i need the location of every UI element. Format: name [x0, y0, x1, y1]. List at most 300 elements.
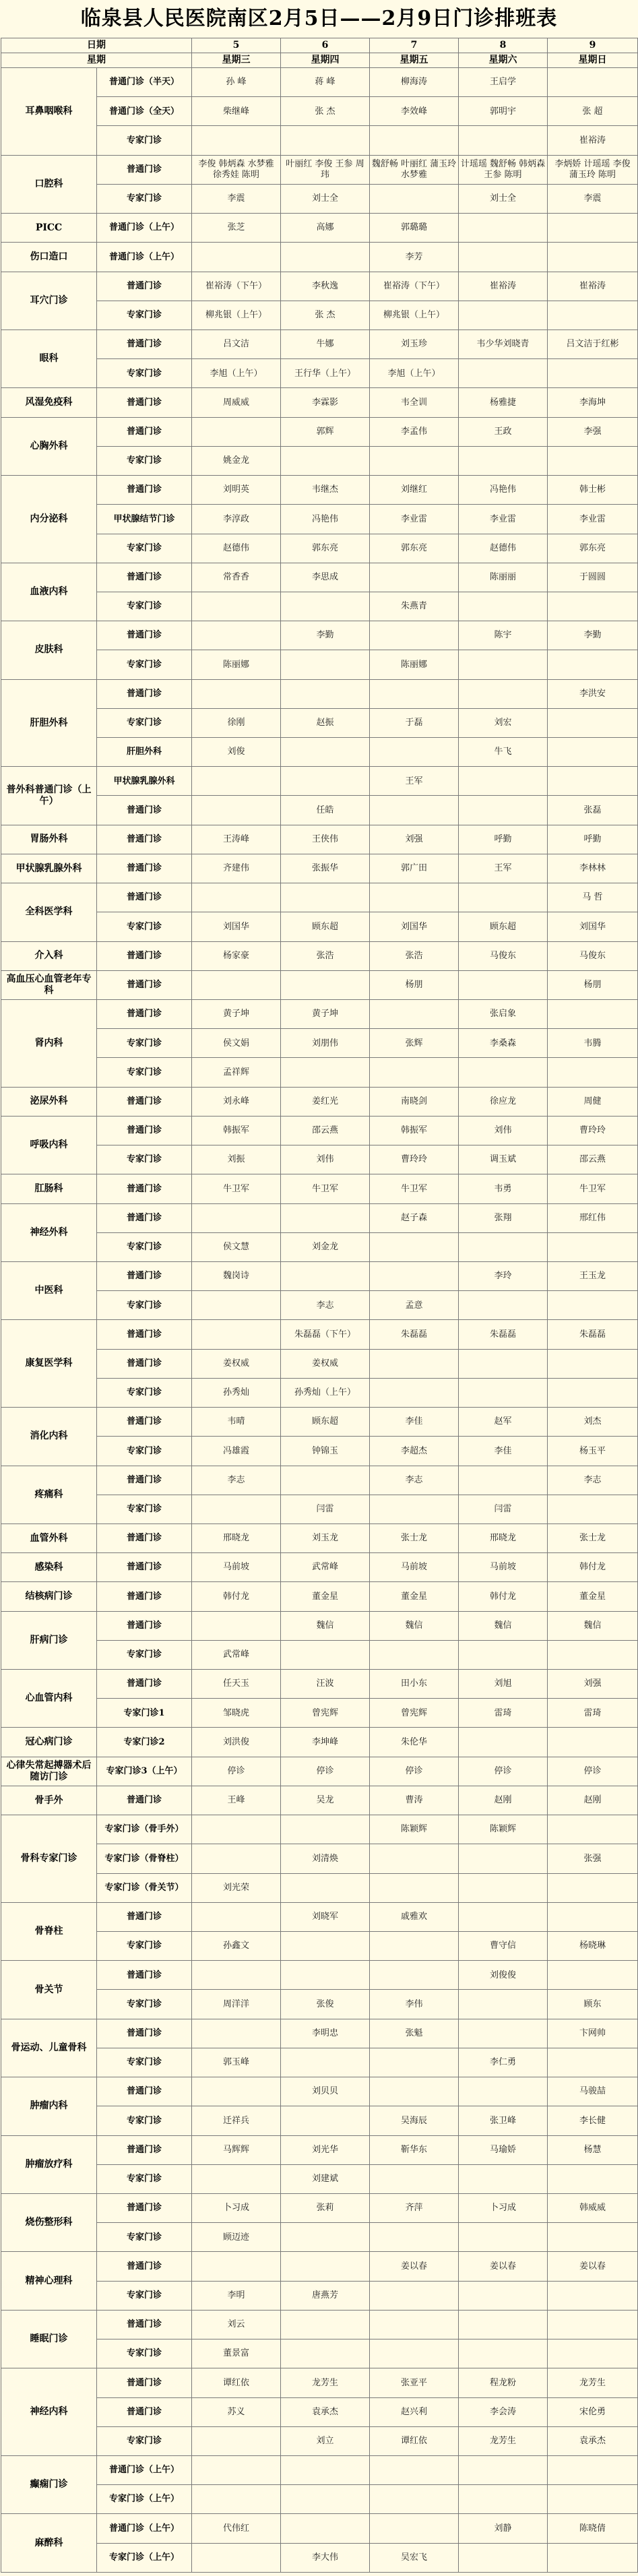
doctor-cell: 曹守信 [459, 1932, 548, 1961]
doctor-cell: 杨朋 [548, 970, 638, 999]
doctor-cell [459, 970, 548, 999]
doctor-cell: 王侠伟 [281, 825, 370, 854]
doctor-cell: 侯文慧 [192, 1232, 281, 1261]
doctor-cell: 李超杰 [370, 1437, 459, 1466]
schedule-row [1, 1261, 638, 1290]
doctor-cell: 吕文洁 [192, 329, 281, 358]
schedule-row [1, 912, 638, 941]
doctor-cell: 朱磊磊 [370, 1320, 459, 1349]
doctor-cell: 谭红依 [192, 2368, 281, 2397]
doctor-cell [370, 1932, 459, 1961]
doctor-cell [548, 1291, 638, 1320]
doctor-cell: 雷琦 [548, 1699, 638, 1728]
doctor-cell [459, 1844, 548, 1873]
doctor-cell [459, 2455, 548, 2484]
clinic-type: 普通门诊（上午） [97, 214, 192, 243]
schedule-row [1, 1699, 638, 1728]
doctor-cell: 杨家豪 [192, 941, 281, 970]
schedule-row [1, 1495, 638, 1523]
doctor-cell: 顾东超 [459, 912, 548, 941]
doctor-cell: 任皓 [281, 796, 370, 825]
doctor-cell [192, 621, 281, 650]
doctor-cell: 董金星 [370, 1582, 459, 1611]
doctor-cell [548, 1495, 638, 1523]
doctor-cell: 张强 [548, 1844, 638, 1873]
doctor-cell: 朱燕青 [370, 592, 459, 621]
doctor-cell: 牛飞 [459, 738, 548, 767]
doctor-cell: 赵兴利 [370, 2397, 459, 2426]
clinic-type: 专家门诊 [97, 1029, 192, 1058]
doctor-cell [459, 2281, 548, 2310]
doctor-cell [370, 1495, 459, 1523]
schedule-row [1, 2077, 638, 2106]
doctor-cell: 刘金龙 [281, 1232, 370, 1261]
doctor-cell: 叶丽红 李俊 王参 周 玮 [281, 155, 370, 184]
doctor-cell: 王行华（上午） [281, 359, 370, 388]
schedule-row [1, 446, 638, 475]
doctor-cell: 牛卫军 [548, 1174, 638, 1203]
clinic-type: 专家门诊 [97, 446, 192, 475]
doctor-cell [459, 446, 548, 475]
doctor-cell: 张启象 [459, 1000, 548, 1029]
schedule-row [1, 1087, 638, 1116]
doctor-cell [548, 1058, 638, 1087]
schedule-row [1, 2426, 638, 2455]
schedule-row [1, 708, 638, 737]
schedule-row [1, 1553, 638, 1582]
doctor-cell [192, 2164, 281, 2193]
schedule-row [1, 388, 638, 417]
doctor-cell: 马俊东 [459, 941, 548, 970]
clinic-type: 专家门诊 [97, 650, 192, 679]
clinic-type: 普通门诊 [97, 563, 192, 592]
schedule-row [1, 505, 638, 534]
doctor-cell [192, 126, 281, 155]
doctor-cell: 张浩 [281, 941, 370, 970]
clinic-type: 普通门诊 [97, 2397, 192, 2426]
clinic-type: 普通门诊 [97, 1523, 192, 1552]
doctor-cell: 龙芳生 [281, 2368, 370, 2397]
department-name: 心律失常起搏器术后随访门诊 [1, 1757, 97, 1786]
doctor-cell [192, 1291, 281, 1320]
doctor-cell: 王玉龙 [548, 1261, 638, 1290]
schedule-row [1, 1815, 638, 1844]
doctor-cell: 刘宏 [459, 708, 548, 737]
doctor-cell [459, 1466, 548, 1495]
department-name: 心胸外科 [1, 417, 97, 475]
doctor-cell [370, 2455, 459, 2484]
doctor-cell: 于圆圆 [548, 563, 638, 592]
department-name: 疼痛科 [1, 1466, 97, 1523]
doctor-cell: 刘贝贝 [281, 2077, 370, 2106]
doctor-cell: 曹涛 [370, 1786, 459, 1815]
clinic-type: 普通门诊 [97, 1203, 192, 1232]
doctor-cell [459, 1232, 548, 1261]
doctor-cell: 陈丽丽 [459, 563, 548, 592]
doctor-cell [548, 650, 638, 679]
clinic-type: 专家门诊 [97, 2106, 192, 2135]
doctor-cell [281, 2339, 370, 2368]
doctor-cell [548, 1873, 638, 1902]
department-name: 皮肤科 [1, 621, 97, 679]
department-name: 肿瘤内科 [1, 2077, 97, 2135]
schedule-row [1, 1029, 638, 1058]
doctor-cell: 李洪安 [548, 679, 638, 708]
doctor-cell: 刘朋伟 [281, 1029, 370, 1058]
doctor-cell: 陈宇 [459, 621, 548, 650]
doctor-cell: 李旭（上午） [370, 359, 459, 388]
schedule-row [1, 1990, 638, 2019]
clinic-type: 普通门诊（上午） [97, 2455, 192, 2484]
clinic-type: 普通门诊 [97, 329, 192, 358]
doctor-cell: 崔裕涛（下午） [370, 272, 459, 301]
doctor-cell: 刘强 [370, 825, 459, 854]
clinic-type: 普通门诊 [97, 941, 192, 970]
doctor-cell: 李勤 [281, 621, 370, 650]
weekday-cell: 星期五 [370, 53, 459, 68]
clinic-type: 普通门诊 [97, 1174, 192, 1203]
schedule-row [1, 650, 638, 679]
doctor-cell [370, 738, 459, 767]
doctor-cell: 刘国华 [548, 912, 638, 941]
doctor-cell [548, 738, 638, 767]
doctor-cell [281, 446, 370, 475]
doctor-cell: 姚金龙 [192, 446, 281, 475]
clinic-type: 普通门诊 [97, 1320, 192, 1349]
schedule-row [1, 1116, 638, 1145]
doctor-cell: 停诊 [370, 1757, 459, 1786]
doctor-cell: 柴继峰 [192, 97, 281, 126]
doctor-cell: 柳海涛 [370, 68, 459, 97]
department-name: 泌尿外科 [1, 1087, 97, 1116]
clinic-type: 普通门诊 [97, 679, 192, 708]
doctor-cell: 刘振 [192, 1145, 281, 1174]
doctor-cell [548, 1000, 638, 1029]
doctor-cell [459, 2310, 548, 2339]
doctor-cell [370, 1349, 459, 1378]
doctor-cell: 陈丽娜 [192, 650, 281, 679]
doctor-cell: 柳兆银（上午） [192, 301, 281, 329]
doctor-cell [459, 2543, 548, 2572]
doctor-cell: 张士龙 [370, 1523, 459, 1552]
schedule-row [1, 1670, 638, 1699]
clinic-type: 专家门诊 [97, 1291, 192, 1320]
date-cell: 5 [192, 38, 281, 53]
doctor-cell [459, 1378, 548, 1407]
doctor-cell: 张亚平 [370, 2368, 459, 2397]
doctor-cell: 姜以春 [459, 2252, 548, 2281]
doctor-cell: 韩威威 [548, 2193, 638, 2222]
doctor-cell: 周威威 [192, 388, 281, 417]
department-name: 肛肠科 [1, 1174, 97, 1203]
doctor-cell [459, 1291, 548, 1320]
clinic-type: 普通门诊 [97, 970, 192, 999]
clinic-type: 普通门诊 [97, 1582, 192, 1611]
schedule-row [1, 155, 638, 184]
doctor-cell: 张卫峰 [459, 2106, 548, 2135]
doctor-cell: 谭红依 [370, 2426, 459, 2455]
doctor-cell: 赵军 [459, 1408, 548, 1437]
doctor-cell: 赵刚 [548, 1786, 638, 1815]
doctor-cell [459, 2339, 548, 2368]
doctor-cell: 邹晓虎 [192, 1699, 281, 1728]
doctor-cell: 卞网帅 [548, 2019, 638, 2048]
doctor-cell [370, 1261, 459, 1290]
doctor-cell [192, 1961, 281, 1990]
doctor-cell: 马前坡 [370, 1553, 459, 1582]
doctor-cell: 杨朋 [370, 970, 459, 999]
doctor-cell [281, 650, 370, 679]
department-name: 血管外科 [1, 1523, 97, 1552]
weekday-cell: 星期三 [192, 53, 281, 68]
doctor-cell: 李淳政 [192, 505, 281, 534]
department-name: 全科医学科 [1, 883, 97, 941]
clinic-type: 专家门诊 [97, 708, 192, 737]
schedule-row [1, 2485, 638, 2514]
doctor-cell: 魏信 [459, 1611, 548, 1640]
department-name: 结核病门诊 [1, 1582, 97, 1611]
doctor-cell: 迁祥兵 [192, 2106, 281, 2135]
doctor-cell [370, 2077, 459, 2106]
schedule-body [1, 38, 638, 2573]
doctor-cell: 刘国华 [370, 912, 459, 941]
doctor-cell: 张俊 [281, 1990, 370, 2019]
doctor-cell: 韩振军 [370, 1116, 459, 1145]
department-name: 烧伤整形科 [1, 2193, 97, 2251]
doctor-cell: 韦继杰 [281, 476, 370, 505]
doctor-cell [548, 1640, 638, 1669]
doctor-cell: 陈颖辉 [370, 1815, 459, 1844]
doctor-cell: 韦晴 [192, 1408, 281, 1437]
doctor-cell [459, 883, 548, 912]
clinic-type: 普通门诊 [97, 1261, 192, 1290]
doctor-cell: 李勤 [548, 621, 638, 650]
doctor-cell: 陈丽娜 [370, 650, 459, 679]
doctor-cell: 李伟 [370, 1990, 459, 2019]
doctor-cell: 顾迈迹 [192, 2223, 281, 2252]
doctor-cell: 顾东超 [281, 912, 370, 941]
doctor-cell: 马瑜娇 [459, 2135, 548, 2164]
schedule-table [1, 38, 638, 2573]
doctor-cell: 韦少华刘晓青 [459, 329, 548, 358]
doctor-cell [370, 2310, 459, 2339]
clinic-type: 专家门诊 [97, 1990, 192, 2019]
doctor-cell: 韦全训 [370, 388, 459, 417]
doctor-cell [548, 1728, 638, 1757]
doctor-cell: 朱伦华 [370, 1728, 459, 1757]
clinic-type: 普通门诊 [97, 883, 192, 912]
doctor-cell [548, 1902, 638, 1931]
department-name: 骨运动、儿童骨科 [1, 2019, 97, 2077]
clinic-type: 专家门诊（骨脊柱） [97, 1844, 192, 1873]
doctor-cell [370, 1844, 459, 1873]
schedule-row [1, 2252, 638, 2281]
clinic-type: 普通门诊 [97, 1349, 192, 1378]
doctor-cell [281, 1058, 370, 1087]
schedule-row [1, 854, 638, 883]
clinic-type: 专家门诊3（上午） [97, 1757, 192, 1786]
doctor-cell: 张芝 [192, 214, 281, 243]
doctor-cell: 刘光荣 [192, 1873, 281, 1902]
doctor-cell [370, 2223, 459, 2252]
doctor-cell [192, 2455, 281, 2484]
doctor-cell [548, 301, 638, 329]
clinic-type: 专家门诊（上午） [97, 2543, 192, 2572]
doctor-cell [192, 1902, 281, 1931]
schedule-row [1, 2455, 638, 2484]
doctor-cell: 李仁勇 [459, 2048, 548, 2077]
doctor-cell: 刘光华 [281, 2135, 370, 2164]
doctor-cell [370, 796, 459, 825]
clinic-type: 普通门诊 [97, 2193, 192, 2222]
clinic-type: 专家门诊（上午） [97, 2485, 192, 2514]
doctor-cell [192, 2485, 281, 2514]
doctor-cell [548, 708, 638, 737]
schedule-row [1, 1902, 638, 1931]
doctor-cell: 孙秀灿（上午） [281, 1378, 370, 1407]
clinic-type: 专家门诊 [97, 2339, 192, 2368]
doctor-cell: 李效峰 [370, 97, 459, 126]
doctor-cell: 李旭（上午） [192, 359, 281, 388]
schedule-row [1, 1408, 638, 1437]
doctor-cell [548, 767, 638, 796]
doctor-cell [370, 621, 459, 650]
doctor-cell: 朱磊磊 [548, 1320, 638, 1349]
schedule-row [1, 1611, 638, 1640]
schedule-row [1, 1320, 638, 1349]
doctor-cell: 南晓剑 [370, 1087, 459, 1116]
doctor-cell [459, 301, 548, 329]
doctor-cell: 停诊 [281, 1757, 370, 1786]
schedule-row [1, 68, 638, 97]
department-name: 普外科普通门诊（上午） [1, 767, 97, 825]
doctor-cell: 顾东超 [281, 1408, 370, 1437]
doctor-cell [281, 1815, 370, 1844]
doctor-cell [370, 1232, 459, 1261]
clinic-type: 普通门诊（上午） [97, 2514, 192, 2543]
doctor-cell [192, 1203, 281, 1232]
doctor-cell: 刘俊俊 [459, 1961, 548, 1990]
doctor-cell: 曹玲玲 [370, 1145, 459, 1174]
doctor-cell [459, 1640, 548, 1669]
doctor-cell: 韩士彬 [548, 476, 638, 505]
doctor-cell [370, 1058, 459, 1087]
clinic-type: 普通门诊 [97, 1786, 192, 1815]
doctor-cell [548, 1349, 638, 1378]
doctor-cell: 牛娜 [281, 329, 370, 358]
clinic-type: 普通门诊 [97, 2252, 192, 2281]
clinic-type: 普通门诊 [97, 1408, 192, 1437]
doctor-cell [370, 563, 459, 592]
doctor-cell [459, 1728, 548, 1757]
doctor-cell: 李业雷 [548, 505, 638, 534]
doctor-cell [459, 2077, 548, 2106]
doctor-cell: 赵德伟 [192, 534, 281, 563]
department-name: 内分泌科 [1, 476, 97, 563]
doctor-cell: 龙芳生 [459, 2426, 548, 2455]
doctor-cell [459, 2164, 548, 2193]
doctor-cell: 郭玉峰 [192, 2048, 281, 2077]
department-name: 麻醉科 [1, 2514, 97, 2572]
clinic-type: 普通门诊 [97, 388, 192, 417]
schedule-row [1, 2106, 638, 2135]
doctor-cell: 李玲 [459, 1261, 548, 1290]
schedule-row [1, 1844, 638, 1873]
doctor-cell: 闫雷 [459, 1495, 548, 1523]
clinic-type: 普通门诊 [97, 1000, 192, 1029]
doctor-cell: 朱磊磊 [459, 1320, 548, 1349]
doctor-cell: 柳兆银（上午） [370, 301, 459, 329]
schedule-row [1, 1203, 638, 1232]
doctor-cell [459, 679, 548, 708]
doctor-cell: 刘玉珍 [370, 329, 459, 358]
doctor-cell [548, 1961, 638, 1990]
doctor-cell: 田小东 [370, 1670, 459, 1699]
doctor-cell: 任天玉 [192, 1670, 281, 1699]
doctor-cell: 李会涛 [459, 2397, 548, 2426]
department-name: 骨脊柱 [1, 1902, 97, 1960]
doctor-cell: 董景富 [192, 2339, 281, 2368]
doctor-cell: 刘洪俊 [192, 1728, 281, 1757]
department-name: 耳鼻咽喉科 [1, 68, 97, 156]
doctor-cell: 邵云燕 [548, 1145, 638, 1174]
doctor-cell [459, 1990, 548, 2019]
doctor-cell: 朱磊磊（下午） [281, 1320, 370, 1349]
doctor-cell: 邢晓龙 [459, 1523, 548, 1552]
department-name: 肾内科 [1, 1000, 97, 1088]
doctor-cell [281, 243, 370, 272]
clinic-type: 专家门诊 [97, 1932, 192, 1961]
clinic-type: 普通门诊 [97, 825, 192, 854]
doctor-cell: 停诊 [459, 1757, 548, 1786]
doctor-cell: 唐燕芳 [281, 2281, 370, 2310]
schedule-row [1, 825, 638, 854]
schedule-row [1, 883, 638, 912]
doctor-cell: 吕文洁于红彬 [548, 329, 638, 358]
department-name: 肝病门诊 [1, 1611, 97, 1669]
doctor-cell [548, 2543, 638, 2572]
doctor-cell [548, 2310, 638, 2339]
doctor-cell: 刘旭 [459, 1670, 548, 1699]
doctor-cell: 韦勇 [459, 1174, 548, 1203]
schedule-row [1, 1174, 638, 1203]
doctor-cell: 刘士全 [459, 184, 548, 213]
doctor-cell [192, 2543, 281, 2572]
clinic-type: 专家门诊 [97, 1640, 192, 1669]
doctor-cell: 孙 峰 [192, 68, 281, 97]
schedule-row [1, 1786, 638, 1815]
doctor-cell: 程龙粉 [459, 2368, 548, 2397]
clinic-type: 专家门诊1 [97, 1699, 192, 1728]
clinic-type: 专家门诊 [97, 2426, 192, 2455]
doctor-cell: 李林林 [548, 854, 638, 883]
doctor-cell [370, 2164, 459, 2193]
doctor-cell: 韩振军 [192, 1116, 281, 1145]
doctor-cell: 吴海辰 [370, 2106, 459, 2135]
clinic-type: 普通门诊 [97, 155, 192, 184]
doctor-cell: 王军 [370, 767, 459, 796]
schedule-row [1, 1523, 638, 1552]
doctor-cell: 刘继红 [370, 476, 459, 505]
doctor-cell: 王军 [459, 854, 548, 883]
doctor-cell: 刘俊 [192, 738, 281, 767]
doctor-cell: 马辉辉 [192, 2135, 281, 2164]
department-name: 风湿免疫科 [1, 388, 97, 417]
clinic-type: 普通门诊 [97, 272, 192, 301]
doctor-cell [192, 767, 281, 796]
doctor-cell: 张士龙 [548, 1523, 638, 1552]
clinic-type: 专家门诊 [97, 2164, 192, 2193]
